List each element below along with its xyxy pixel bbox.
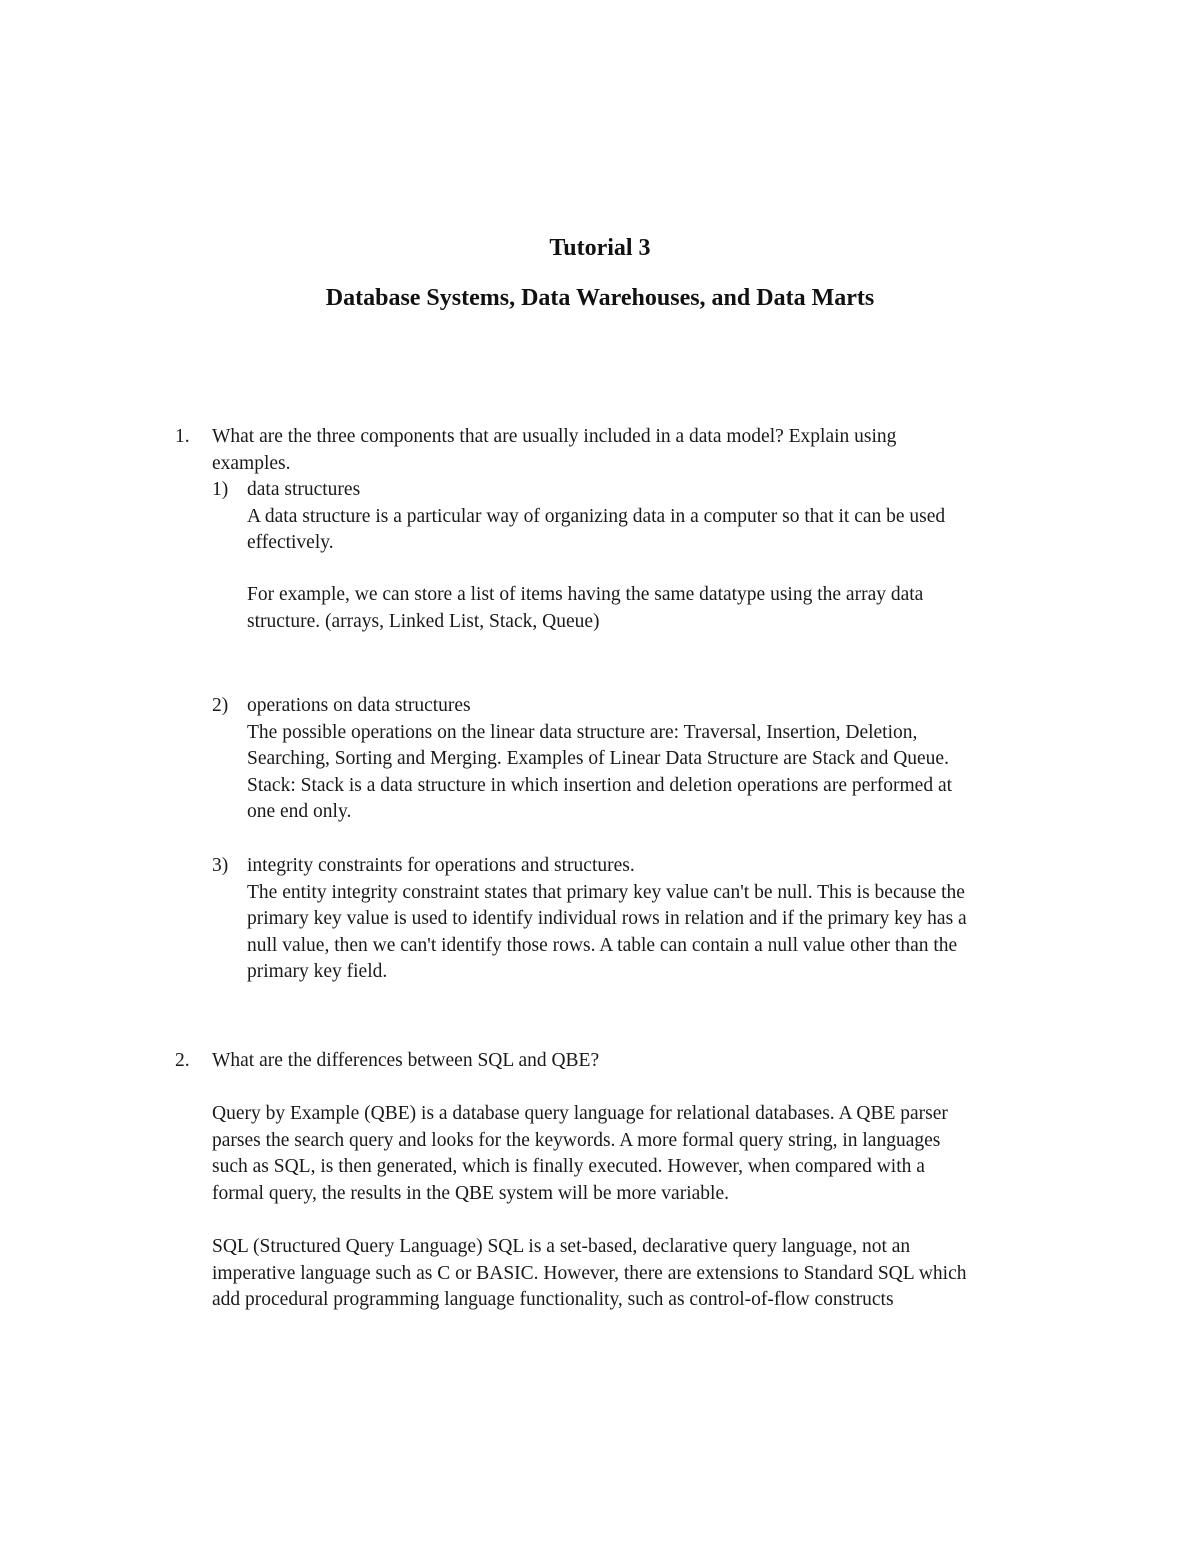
subitem-heading: integrity constraints for operations and structures. bbox=[247, 855, 635, 876]
question-number: 1. bbox=[175, 426, 190, 447]
subitem-number: 3) bbox=[212, 855, 229, 876]
subitem-line: The entity integrity constraint states that primary key value can't be null. This is because the bbox=[247, 881, 965, 903]
subitem-heading: operations on data structures bbox=[247, 695, 471, 716]
question-line: What are the three components that are usually included in a data model? Explain using bbox=[212, 426, 897, 447]
subitem-line: The possible operations on the linear data structure are: Traversal, Insertion, Deletion, bbox=[247, 721, 918, 743]
example-line: structure. (arrays, Linked List, Stack, Queue) bbox=[247, 610, 600, 632]
subitem-text bbox=[247, 477, 1057, 557]
subitem-line: Searching, Sorting and Merging. Examples of Linear Data Structure are Stack and Queue. bbox=[247, 748, 949, 769]
paragraph-text bbox=[212, 1234, 1052, 1314]
subitem-text bbox=[247, 693, 1057, 826]
subitem-line: primary key field. bbox=[247, 961, 388, 982]
subitem-example-text bbox=[247, 582, 1057, 635]
subitem-line: one end only. bbox=[247, 801, 352, 822]
subitem-number: 2) bbox=[212, 695, 229, 716]
document-subtitle: Database Systems, Data Warehouses, and Data Marts bbox=[325, 285, 875, 311]
question-text bbox=[212, 1048, 1052, 1075]
paragraph-line: formal query, the results in the QBE system will be more variable. bbox=[212, 1182, 729, 1204]
paragraph-line: parses the search query and looks for the keywords. A more formal query string, in languages bbox=[212, 1129, 941, 1151]
document-title: Tutorial 3 bbox=[549, 235, 651, 261]
paragraph-line: imperative language such as C or BASIC. However, there are extensions to Standard SQL which bbox=[212, 1262, 967, 1284]
subitem-line: A data structure is a particular way of organizing data in a computer so that it can be used bbox=[247, 505, 946, 527]
subitem-heading: data structures bbox=[247, 479, 361, 500]
subitem-line: primary key value is used to identify individual rows in relation and if the primary key has a bbox=[247, 908, 967, 929]
paragraph-line: add procedural programming language functionality, such as control-of-flow constructs bbox=[212, 1289, 894, 1310]
subitem-line: null value, then we can't identify those rows. A table can contain a null value other than the bbox=[247, 934, 958, 956]
example-line: For example, we can store a list of items having the same datatype using the array data bbox=[247, 584, 924, 605]
paragraph-text bbox=[212, 1101, 1052, 1207]
question-line: examples. bbox=[212, 452, 291, 474]
question-number: 2. bbox=[175, 1050, 190, 1071]
subitem-line: effectively. bbox=[247, 532, 334, 553]
subitem-line: Stack: Stack is a data structure in which insertion and deletion operations are performed at bbox=[247, 774, 953, 796]
question-text bbox=[212, 424, 1052, 477]
paragraph-line: Query by Example (QBE) is a database query language for relational databases. A QBE parser bbox=[212, 1103, 948, 1124]
subitem-text bbox=[247, 853, 1057, 986]
question-line: What are the differences between SQL and QBE? bbox=[212, 1050, 600, 1071]
paragraph-line: such as SQL, is then generated, which is finally executed. However, when compared with a bbox=[212, 1156, 925, 1177]
subitem-number: 1) bbox=[212, 479, 229, 500]
paragraph-line: SQL (Structured Query Language) SQL is a set-based, declarative query language, not an bbox=[212, 1236, 911, 1257]
